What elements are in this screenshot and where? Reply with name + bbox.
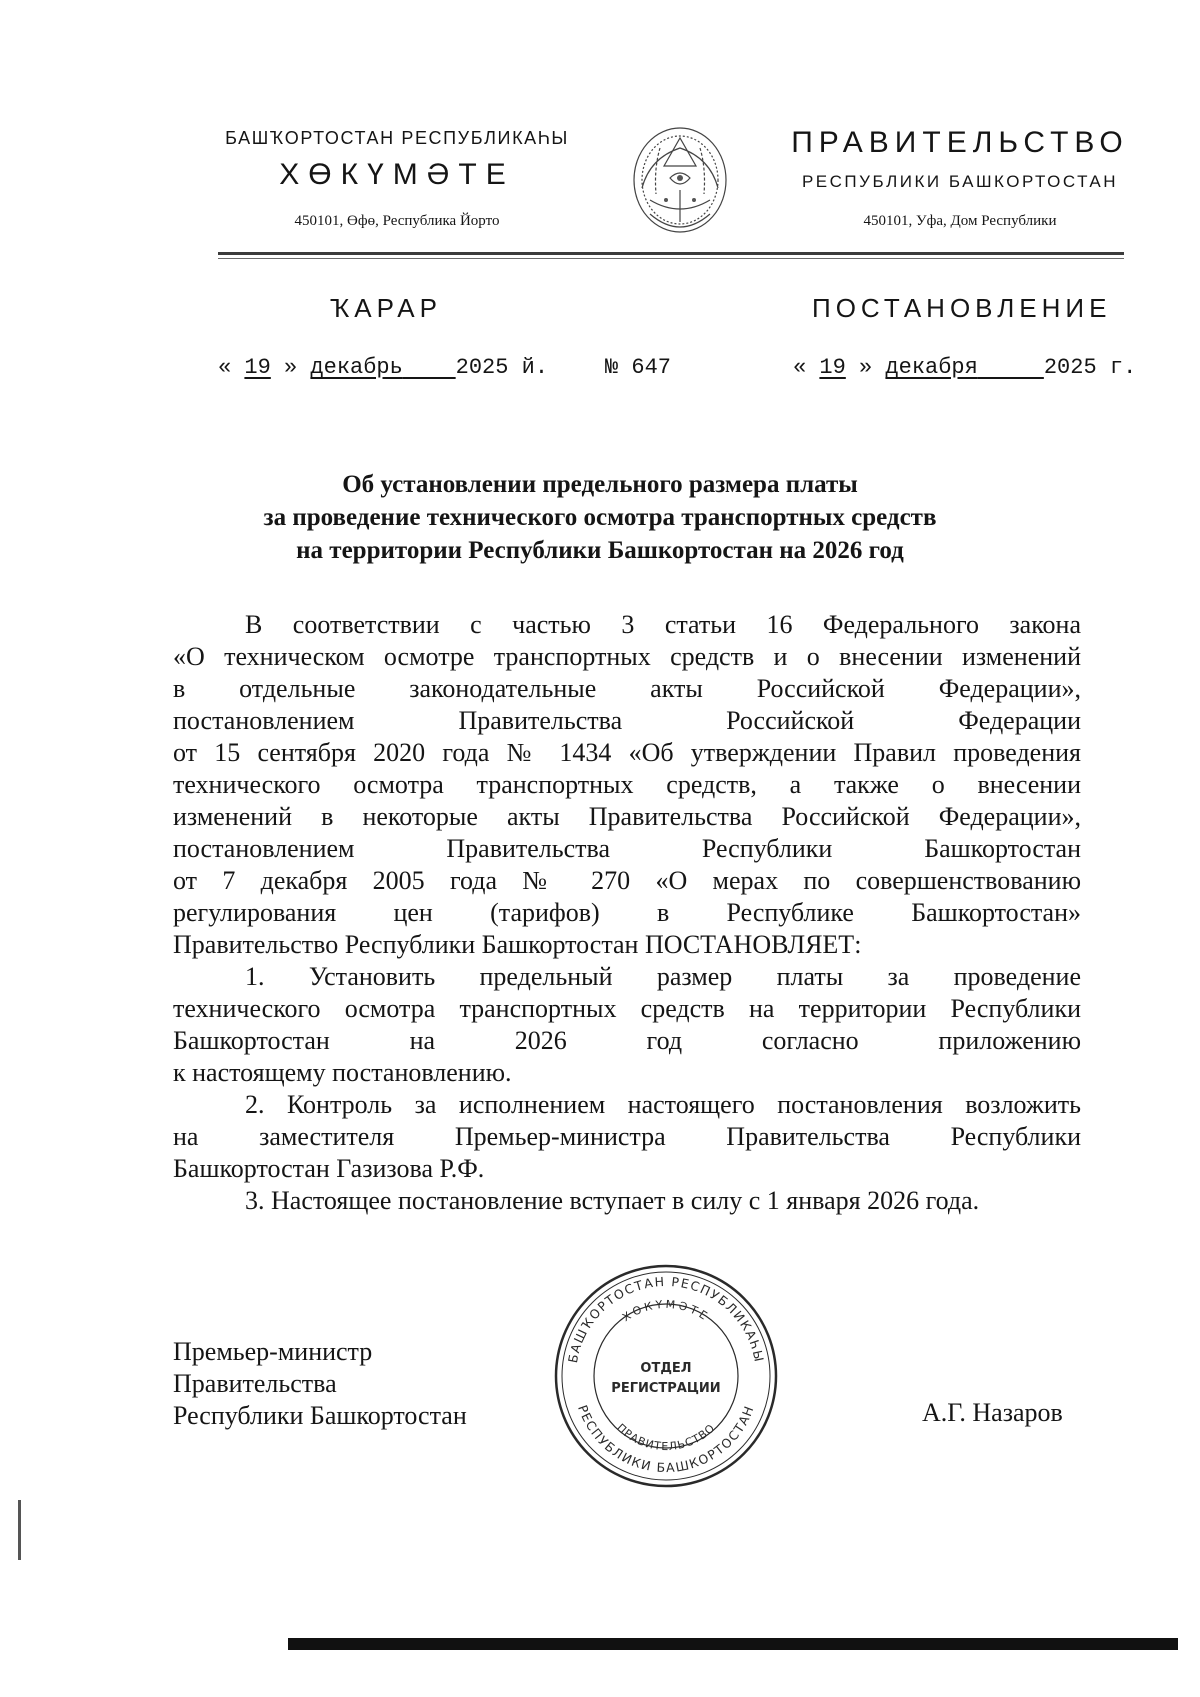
svg-text:БАШҠОРТОСТАН РЕСПУБЛИКАҺЫ xyxy=(565,1274,767,1364)
header-right-republic: РЕСПУБЛИКИ БАШКОРТОСТАН xyxy=(801,172,1119,191)
body-line: в отдельные законодательные акты Российской Федерации», xyxy=(173,674,1081,703)
body-line: технического осмотра транспортных средств, а также о внесении xyxy=(173,770,1081,799)
header-left-address: 450101, Өфө, Республика Йорто xyxy=(294,213,500,229)
date-right-month: декабря xyxy=(885,355,978,380)
doc-type-russian: ПОСТАНОВЛЕНИЕ xyxy=(812,293,1112,323)
body-line: «О техническом осмотре транспортных средств и о внесении изменений xyxy=(173,642,1081,671)
signatory-position-line: Премьер-министр xyxy=(173,1337,373,1366)
body-line: постановлением Правительства Республики Башкортостан xyxy=(173,834,1081,863)
scan-edge-bar xyxy=(288,1638,1178,1650)
body-line: от 7 декабря 2005 года № 270 «О мерах по совершенствованию xyxy=(173,866,1081,895)
date-right-year: 2025 г. xyxy=(1043,355,1137,380)
doc-number-label: № xyxy=(605,355,619,380)
stamp-outer-top-text: БАШҠОРТОСТАН РЕСПУБЛИКАҺЫ xyxy=(564,1273,768,1365)
header-divider-thin xyxy=(218,258,1124,259)
body-line: технического осмотра транспортных средств на территории Республики xyxy=(173,994,1081,1023)
date-left-year: 2025 й. xyxy=(455,355,549,380)
body-line: на заместителя Премьер-министра Правительства Республики xyxy=(173,1122,1081,1151)
document-title xyxy=(150,468,1050,567)
doc-number xyxy=(605,355,671,380)
signatory-position-line: Республики Башкортостан xyxy=(173,1401,467,1430)
date-left-close-quote: » xyxy=(284,355,298,380)
signatory-position-line: Правительства xyxy=(173,1369,337,1398)
date-right xyxy=(793,355,1136,380)
header-right-address: 450101, Уфа, Дом Республики xyxy=(863,213,1057,229)
header-left-government: ХӨКҮМӘТЕ xyxy=(279,158,515,191)
body-line: Башкортостан на 2026 год согласно приложению xyxy=(173,1026,1081,1055)
date-right-day: 19 xyxy=(819,355,846,380)
date-left-month-fill xyxy=(403,355,456,380)
title-line: за проведение технического осмотра транспортных средств xyxy=(263,504,937,531)
date-left-day: 19 xyxy=(244,355,271,380)
svg-text:ПРАВИТЕЛЬСТВО xyxy=(614,1421,718,1453)
body-line: постановлением Правительства Российской Федерации xyxy=(173,706,1081,735)
body-line: 2. Контроль за исполнением настоящего постановления возложить xyxy=(245,1090,1081,1119)
stamp-outer-bottom-text: РЕСПУБЛИКИ БАШКОРТОСТАН xyxy=(575,1402,757,1476)
body-line: 3. Настоящее постановление вступает в силу с 1 января 2026 года. xyxy=(245,1186,980,1215)
doc-number-value: 647 xyxy=(631,355,672,380)
stamp-center-line2: РЕГИСТРАЦИИ xyxy=(611,1381,721,1396)
scan-edge-line xyxy=(18,1500,21,1560)
body-line: к настоящему постановлению. xyxy=(173,1058,512,1087)
date-right-open-quote: « xyxy=(793,355,807,380)
stamp-inner-bottom-text: ПРАВИТЕЛЬСТВО xyxy=(614,1421,718,1454)
date-left-open-quote: « xyxy=(218,355,232,380)
date-left-month: декабрь xyxy=(310,355,403,380)
doc-type-bashkir: ҠАРАР xyxy=(330,293,442,323)
body-line: В соответствии с частью 3 статьи 16 Федерального закона xyxy=(245,610,1081,639)
registration-stamp xyxy=(552,1262,780,1490)
body-line: 1. Установить предельный размер платы за проведение xyxy=(245,962,1081,991)
signatory-name: А.Г. Назаров xyxy=(922,1398,1063,1427)
header-right-government: ПРАВИТЕЛЬСТВО xyxy=(791,126,1129,159)
coat-of-arms-emblem-icon xyxy=(620,118,740,248)
date-right-month-fill xyxy=(978,355,1044,380)
stamp-inner-top-text: ХӨКҮМӘТЕ xyxy=(620,1297,712,1325)
body-line: Башкортостан Газизова Р.Ф. xyxy=(173,1154,485,1183)
document-body xyxy=(173,609,1081,1217)
body-line: от 15 сентября 2020 года № 1434 «Об утверждении Правил проведения xyxy=(173,738,1081,767)
header-left-republic: БАШҠОРТОСТАН РЕСПУБЛИКАҺЫ xyxy=(225,128,569,148)
stamp-center-line1: ОТДЕЛ xyxy=(640,1361,692,1376)
body-line: изменений в некоторые акты Правительства Российской Федерации», xyxy=(173,802,1081,831)
body-line: Правительство Республики Башкортостан ПОСТАНОВЛЯЕТ: xyxy=(173,930,862,959)
title-line: на территории Республики Башкортостан на 2026 год xyxy=(296,537,904,564)
body-line: регулирования цен (тарифов) в Республике Башкортостан» xyxy=(173,898,1081,927)
date-left xyxy=(218,355,548,380)
svg-text:ХӨКҮМӘТЕ xyxy=(620,1298,712,1324)
header-divider xyxy=(218,252,1124,255)
title-line: Об установлении предельного размера платы xyxy=(342,471,858,498)
date-right-close-quote: » xyxy=(859,355,873,380)
signatory-position xyxy=(173,1336,467,1432)
